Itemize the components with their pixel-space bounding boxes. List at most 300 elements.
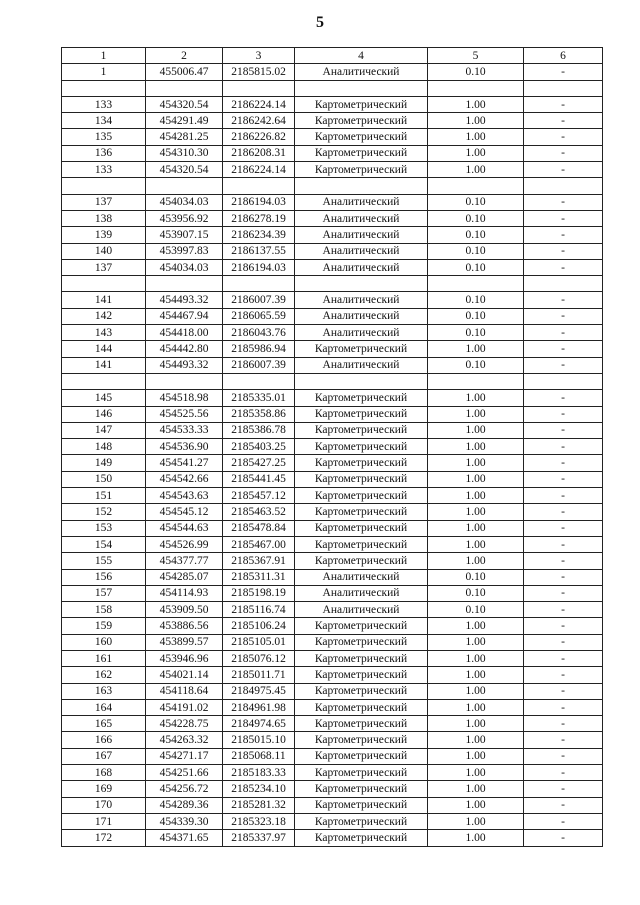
method-cell: Аналитический [295, 357, 428, 373]
method-cell: Картометрический [295, 683, 428, 699]
y-coordinate-cell: 2185281.32 [223, 797, 295, 813]
page-number: 5 [316, 14, 324, 31]
separator-row [62, 276, 603, 292]
y-coordinate-cell: 2184975.45 [223, 683, 295, 699]
empty-cell [223, 80, 295, 96]
table-row [62, 520, 603, 536]
point-number-cell: 164 [62, 699, 146, 715]
point-number-cell: 155 [62, 553, 146, 569]
y-coordinate-cell: 2185106.24 [223, 618, 295, 634]
note-cell: - [524, 259, 603, 275]
note-cell: - [524, 422, 603, 438]
empty-cell [524, 276, 603, 292]
accuracy-cell: 1.00 [428, 683, 524, 699]
table-body [62, 64, 603, 846]
x-coordinate-cell: 454114.93 [146, 585, 223, 601]
x-coordinate-cell: 454034.03 [146, 194, 223, 210]
x-coordinate-cell: 454525.56 [146, 406, 223, 422]
y-coordinate-cell: 2185427.25 [223, 455, 295, 471]
y-coordinate-cell: 2185015.10 [223, 732, 295, 748]
y-coordinate-cell: 2185311.31 [223, 569, 295, 585]
y-coordinate-cell: 2186194.03 [223, 259, 295, 275]
method-cell: Картометрический [295, 520, 428, 536]
accuracy-cell: 1.00 [428, 520, 524, 536]
x-coordinate-cell: 453907.15 [146, 227, 223, 243]
empty-cell [524, 178, 603, 194]
method-cell: Аналитический [295, 585, 428, 601]
note-cell: - [524, 471, 603, 487]
accuracy-cell: 0.10 [428, 227, 524, 243]
accuracy-cell: 1.00 [428, 96, 524, 112]
point-number-cell: 137 [62, 194, 146, 210]
note-cell: - [524, 732, 603, 748]
method-cell: Аналитический [295, 308, 428, 324]
point-number-cell: 143 [62, 325, 146, 341]
x-coordinate-cell: 454418.00 [146, 325, 223, 341]
x-coordinate-cell: 454285.07 [146, 569, 223, 585]
method-cell: Аналитический [295, 325, 428, 341]
empty-cell [295, 80, 428, 96]
y-coordinate-cell: 2185478.84 [223, 520, 295, 536]
point-number-cell: 161 [62, 650, 146, 666]
method-cell: Аналитический [295, 569, 428, 585]
note-cell: - [524, 325, 603, 341]
column-header-1: 1 [62, 48, 146, 64]
y-coordinate-cell: 2185198.19 [223, 585, 295, 601]
method-cell: Аналитический [295, 194, 428, 210]
accuracy-cell: 1.00 [428, 699, 524, 715]
x-coordinate-cell: 454320.54 [146, 162, 223, 178]
accuracy-cell: 1.00 [428, 781, 524, 797]
table-row [62, 781, 603, 797]
accuracy-cell: 1.00 [428, 618, 524, 634]
x-coordinate-cell: 454263.32 [146, 732, 223, 748]
y-coordinate-cell: 2186194.03 [223, 194, 295, 210]
note-cell: - [524, 308, 603, 324]
table-row [62, 162, 603, 178]
method-cell: Картометрический [295, 634, 428, 650]
note-cell: - [524, 194, 603, 210]
point-number-cell: 167 [62, 748, 146, 764]
table-row [62, 667, 603, 683]
x-coordinate-cell: 455006.47 [146, 64, 223, 80]
empty-cell [223, 373, 295, 389]
note-cell: - [524, 553, 603, 569]
column-header-5: 5 [428, 48, 524, 64]
table-row [62, 292, 603, 308]
note-cell: - [524, 439, 603, 455]
column-header-2: 2 [146, 48, 223, 64]
method-cell: Картометрический [295, 406, 428, 422]
point-number-cell: 138 [62, 210, 146, 226]
point-number-cell: 140 [62, 243, 146, 259]
accuracy-cell: 1.00 [428, 504, 524, 520]
note-cell: - [524, 113, 603, 129]
x-coordinate-cell: 454339.30 [146, 813, 223, 829]
table-row [62, 210, 603, 226]
note-cell: - [524, 699, 603, 715]
y-coordinate-cell: 2185358.86 [223, 406, 295, 422]
note-cell: - [524, 292, 603, 308]
y-coordinate-cell: 2186007.39 [223, 357, 295, 373]
method-cell: Картометрический [295, 113, 428, 129]
note-cell: - [524, 634, 603, 650]
note-cell: - [524, 569, 603, 585]
table-row [62, 634, 603, 650]
empty-cell [295, 276, 428, 292]
y-coordinate-cell: 2185457.12 [223, 488, 295, 504]
table-row [62, 732, 603, 748]
empty-cell [524, 373, 603, 389]
note-cell: - [524, 406, 603, 422]
method-cell: Картометрический [295, 145, 428, 161]
table-row [62, 797, 603, 813]
point-number-cell: 149 [62, 455, 146, 471]
y-coordinate-cell: 2185323.18 [223, 813, 295, 829]
note-cell: - [524, 585, 603, 601]
method-cell: Аналитический [295, 210, 428, 226]
table-row [62, 439, 603, 455]
point-number-cell: 171 [62, 813, 146, 829]
y-coordinate-cell: 2185337.97 [223, 830, 295, 846]
empty-cell [428, 373, 524, 389]
table-row [62, 145, 603, 161]
table-row [62, 406, 603, 422]
table-row [62, 227, 603, 243]
accuracy-cell: 1.00 [428, 488, 524, 504]
empty-cell [295, 178, 428, 194]
x-coordinate-cell: 454541.27 [146, 455, 223, 471]
empty-cell [428, 276, 524, 292]
note-cell: - [524, 781, 603, 797]
table-row [62, 650, 603, 666]
method-cell: Картометрический [295, 96, 428, 112]
point-number-cell: 142 [62, 308, 146, 324]
accuracy-cell: 1.00 [428, 390, 524, 406]
column-header-3: 3 [223, 48, 295, 64]
y-coordinate-cell: 2185183.33 [223, 765, 295, 781]
accuracy-cell: 0.10 [428, 259, 524, 275]
point-number-cell: 145 [62, 390, 146, 406]
point-number-cell: 141 [62, 357, 146, 373]
note-cell: - [524, 162, 603, 178]
table-row [62, 194, 603, 210]
method-cell: Аналитический [295, 259, 428, 275]
point-number-cell: 170 [62, 797, 146, 813]
method-cell: Картометрический [295, 455, 428, 471]
y-coordinate-cell: 2185463.52 [223, 504, 295, 520]
method-cell: Картометрический [295, 797, 428, 813]
method-cell: Картометрический [295, 439, 428, 455]
point-number-cell: 133 [62, 162, 146, 178]
accuracy-cell: 1.00 [428, 113, 524, 129]
separator-row [62, 373, 603, 389]
point-number-cell: 157 [62, 585, 146, 601]
accuracy-cell: 1.00 [428, 748, 524, 764]
note-cell: - [524, 716, 603, 732]
accuracy-cell: 1.00 [428, 830, 524, 846]
accuracy-cell: 1.00 [428, 162, 524, 178]
x-coordinate-cell: 453997.83 [146, 243, 223, 259]
x-coordinate-cell: 454281.25 [146, 129, 223, 145]
x-coordinate-cell: 454271.17 [146, 748, 223, 764]
method-cell: Аналитический [295, 227, 428, 243]
y-coordinate-cell: 2184961.98 [223, 699, 295, 715]
x-coordinate-cell: 454021.14 [146, 667, 223, 683]
accuracy-cell: 1.00 [428, 634, 524, 650]
accuracy-cell: 1.00 [428, 536, 524, 552]
table-row [62, 504, 603, 520]
method-cell: Картометрический [295, 781, 428, 797]
accuracy-cell: 1.00 [428, 406, 524, 422]
note-cell: - [524, 504, 603, 520]
method-cell: Картометрический [295, 553, 428, 569]
note-cell: - [524, 797, 603, 813]
point-number-cell: 150 [62, 471, 146, 487]
empty-cell [146, 276, 223, 292]
note-cell: - [524, 667, 603, 683]
x-coordinate-cell: 454377.77 [146, 553, 223, 569]
method-cell: Картометрический [295, 830, 428, 846]
table-row [62, 716, 603, 732]
accuracy-cell: 1.00 [428, 341, 524, 357]
point-number-cell: 172 [62, 830, 146, 846]
column-header-6: 6 [524, 48, 603, 64]
table-row [62, 813, 603, 829]
method-cell: Аналитический [295, 602, 428, 618]
x-coordinate-cell: 453909.50 [146, 602, 223, 618]
note-cell: - [524, 602, 603, 618]
y-coordinate-cell: 2186208.31 [223, 145, 295, 161]
point-number-cell: 136 [62, 145, 146, 161]
point-number-cell: 169 [62, 781, 146, 797]
accuracy-cell: 0.10 [428, 585, 524, 601]
y-coordinate-cell: 2185011.71 [223, 667, 295, 683]
x-coordinate-cell: 454256.72 [146, 781, 223, 797]
accuracy-cell: 1.00 [428, 732, 524, 748]
accuracy-cell: 1.00 [428, 129, 524, 145]
method-cell: Картометрический [295, 732, 428, 748]
empty-cell [146, 80, 223, 96]
accuracy-cell: 1.00 [428, 422, 524, 438]
table-row [62, 96, 603, 112]
table-row [62, 129, 603, 145]
note-cell: - [524, 243, 603, 259]
table-row [62, 113, 603, 129]
accuracy-cell: 1.00 [428, 650, 524, 666]
point-number-cell: 137 [62, 259, 146, 275]
accuracy-cell: 0.10 [428, 64, 524, 80]
table-row [62, 64, 603, 80]
x-coordinate-cell: 454493.32 [146, 292, 223, 308]
table-row [62, 471, 603, 487]
empty-cell [146, 178, 223, 194]
note-cell: - [524, 227, 603, 243]
x-coordinate-cell: 453886.56 [146, 618, 223, 634]
method-cell: Картометрический [295, 618, 428, 634]
point-number-cell: 154 [62, 536, 146, 552]
table-header-row [62, 48, 603, 64]
method-cell: Аналитический [295, 292, 428, 308]
x-coordinate-cell: 454442.80 [146, 341, 223, 357]
point-number-cell: 134 [62, 113, 146, 129]
x-coordinate-cell: 454526.99 [146, 536, 223, 552]
accuracy-cell: 0.10 [428, 243, 524, 259]
y-coordinate-cell: 2185386.78 [223, 422, 295, 438]
separator-row [62, 80, 603, 96]
method-cell: Картометрический [295, 162, 428, 178]
y-coordinate-cell: 2186226.82 [223, 129, 295, 145]
table-row [62, 748, 603, 764]
point-number-cell: 163 [62, 683, 146, 699]
note-cell: - [524, 341, 603, 357]
point-number-cell: 147 [62, 422, 146, 438]
method-cell: Картометрический [295, 129, 428, 145]
table-row [62, 488, 603, 504]
table-row [62, 357, 603, 373]
note-cell: - [524, 683, 603, 699]
point-number-cell: 146 [62, 406, 146, 422]
method-cell: Картометрический [295, 699, 428, 715]
method-cell: Картометрический [295, 536, 428, 552]
x-coordinate-cell: 454533.33 [146, 422, 223, 438]
y-coordinate-cell: 2186242.64 [223, 113, 295, 129]
method-cell: Картометрический [295, 390, 428, 406]
point-number-cell: 133 [62, 96, 146, 112]
table-row [62, 553, 603, 569]
x-coordinate-cell: 454518.98 [146, 390, 223, 406]
method-cell: Картометрический [295, 765, 428, 781]
note-cell: - [524, 618, 603, 634]
y-coordinate-cell: 2185116.74 [223, 602, 295, 618]
method-cell: Картометрический [295, 422, 428, 438]
note-cell: - [524, 536, 603, 552]
y-coordinate-cell: 2185076.12 [223, 650, 295, 666]
x-coordinate-cell: 454191.02 [146, 699, 223, 715]
table-row [62, 422, 603, 438]
note-cell: - [524, 748, 603, 764]
method-cell: Картометрический [295, 471, 428, 487]
table-row [62, 585, 603, 601]
empty-cell [223, 178, 295, 194]
empty-cell [223, 276, 295, 292]
accuracy-cell: 1.00 [428, 439, 524, 455]
note-cell: - [524, 830, 603, 846]
accuracy-cell: 1.00 [428, 813, 524, 829]
point-number-cell: 156 [62, 569, 146, 585]
note-cell: - [524, 520, 603, 536]
point-number-cell: 158 [62, 602, 146, 618]
note-cell: - [524, 488, 603, 504]
separator-row [62, 178, 603, 194]
x-coordinate-cell: 454493.32 [146, 357, 223, 373]
empty-cell [62, 276, 146, 292]
y-coordinate-cell: 2186065.59 [223, 308, 295, 324]
point-number-cell: 168 [62, 765, 146, 781]
point-number-cell: 139 [62, 227, 146, 243]
table-row [62, 699, 603, 715]
accuracy-cell: 0.10 [428, 292, 524, 308]
y-coordinate-cell: 2186043.76 [223, 325, 295, 341]
accuracy-cell: 0.10 [428, 602, 524, 618]
x-coordinate-cell: 454320.54 [146, 96, 223, 112]
accuracy-cell: 1.00 [428, 553, 524, 569]
table-row [62, 536, 603, 552]
table-row [62, 618, 603, 634]
note-cell: - [524, 129, 603, 145]
note-cell: - [524, 650, 603, 666]
empty-cell [62, 373, 146, 389]
empty-cell [524, 80, 603, 96]
accuracy-cell: 0.10 [428, 308, 524, 324]
table-row [62, 341, 603, 357]
x-coordinate-cell: 454542.66 [146, 471, 223, 487]
method-cell: Картометрический [295, 488, 428, 504]
accuracy-cell: 1.00 [428, 145, 524, 161]
x-coordinate-cell: 454034.03 [146, 259, 223, 275]
empty-cell [62, 80, 146, 96]
y-coordinate-cell: 2185335.01 [223, 390, 295, 406]
empty-cell [428, 80, 524, 96]
x-coordinate-cell: 454118.64 [146, 683, 223, 699]
empty-cell [146, 373, 223, 389]
note-cell: - [524, 390, 603, 406]
accuracy-cell: 0.10 [428, 325, 524, 341]
y-coordinate-cell: 2185815.02 [223, 64, 295, 80]
point-number-cell: 135 [62, 129, 146, 145]
x-coordinate-cell: 454228.75 [146, 716, 223, 732]
y-coordinate-cell: 2186224.14 [223, 162, 295, 178]
method-cell: Аналитический [295, 243, 428, 259]
table-row [62, 765, 603, 781]
note-cell: - [524, 765, 603, 781]
point-number-cell: 151 [62, 488, 146, 504]
table-row [62, 569, 603, 585]
y-coordinate-cell: 2185403.25 [223, 439, 295, 455]
note-cell: - [524, 96, 603, 112]
table-row [62, 830, 603, 846]
method-cell: Картометрический [295, 748, 428, 764]
x-coordinate-cell: 453956.92 [146, 210, 223, 226]
accuracy-cell: 1.00 [428, 716, 524, 732]
y-coordinate-cell: 2184974.65 [223, 716, 295, 732]
accuracy-cell: 0.10 [428, 357, 524, 373]
y-coordinate-cell: 2186137.55 [223, 243, 295, 259]
y-coordinate-cell: 2186224.14 [223, 96, 295, 112]
note-cell: - [524, 357, 603, 373]
empty-cell [62, 178, 146, 194]
method-cell: Картометрический [295, 650, 428, 666]
y-coordinate-cell: 2186007.39 [223, 292, 295, 308]
y-coordinate-cell: 2185441.45 [223, 471, 295, 487]
coordinates-table [61, 47, 603, 847]
table-row [62, 308, 603, 324]
table-row [62, 243, 603, 259]
y-coordinate-cell: 2185068.11 [223, 748, 295, 764]
table-row [62, 390, 603, 406]
x-coordinate-cell: 454544.63 [146, 520, 223, 536]
accuracy-cell: 0.10 [428, 569, 524, 585]
accuracy-cell: 0.10 [428, 194, 524, 210]
x-coordinate-cell: 454291.49 [146, 113, 223, 129]
x-coordinate-cell: 454536.90 [146, 439, 223, 455]
y-coordinate-cell: 2185467.00 [223, 536, 295, 552]
accuracy-cell: 1.00 [428, 797, 524, 813]
y-coordinate-cell: 2185234.10 [223, 781, 295, 797]
accuracy-cell: 1.00 [428, 471, 524, 487]
note-cell: - [524, 210, 603, 226]
y-coordinate-cell: 2185105.01 [223, 634, 295, 650]
